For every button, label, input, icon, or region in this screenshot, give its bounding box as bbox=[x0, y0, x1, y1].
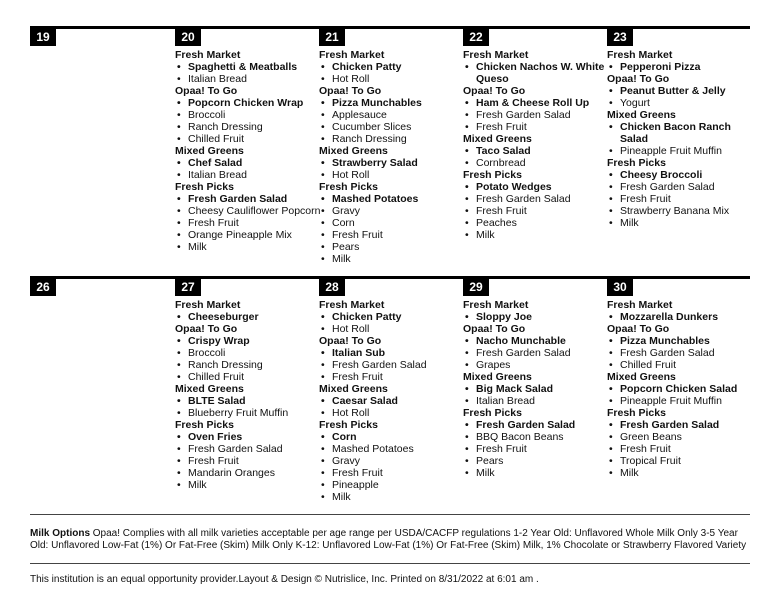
menu-item: • Milk bbox=[463, 229, 605, 241]
menu-station-heading: Fresh Market bbox=[175, 299, 241, 311]
menu-item: • Milk bbox=[607, 467, 749, 479]
menu-item: • Fresh Garden Salad bbox=[463, 193, 605, 205]
week-divider bbox=[30, 26, 750, 29]
menu-entree: • Corn bbox=[319, 431, 461, 443]
menu-item: • Cucumber Slices bbox=[319, 121, 461, 133]
menu-item: • Applesauce bbox=[319, 109, 461, 121]
day-menu bbox=[319, 49, 461, 265]
menu-item: • Mashed Potatoes bbox=[319, 443, 461, 455]
menu-item: • Pineapple Fruit Muffin bbox=[607, 395, 749, 407]
day-menu bbox=[319, 299, 461, 503]
menu-entree: • Oven Fries bbox=[175, 431, 317, 443]
menu-item: • Corn bbox=[319, 217, 461, 229]
menu-item: • Fresh Fruit bbox=[607, 193, 749, 205]
day-number: 29 bbox=[463, 279, 489, 296]
menu-station-heading: Fresh Market bbox=[319, 49, 385, 61]
menu-item: • Hot Roll bbox=[319, 73, 461, 85]
menu-station-heading: Opaa! To Go bbox=[319, 85, 382, 97]
menu-entree: • Caesar Salad bbox=[319, 395, 461, 407]
menu-item: • Tropical Fruit bbox=[607, 455, 749, 467]
day-menu bbox=[175, 49, 321, 253]
menu-entree: • BLTE Salad bbox=[175, 395, 317, 407]
menu-item: • Ranch Dressing bbox=[175, 121, 317, 133]
menu-item: • Grapes bbox=[463, 359, 605, 371]
menu-entree: • Chicken Bacon Ranch Salad bbox=[607, 121, 749, 145]
menu-entree: • Chef Salad bbox=[175, 157, 317, 169]
menu-item: • Milk bbox=[175, 479, 317, 491]
menu-item: • Hot Roll bbox=[319, 169, 461, 181]
menu-item: • Blueberry Fruit Muffin bbox=[175, 407, 317, 419]
menu-entree: • Pizza Munchables bbox=[607, 335, 749, 347]
divider bbox=[30, 563, 750, 564]
menu-item: • Fresh Garden Salad bbox=[175, 443, 317, 455]
menu-item: • Hot Roll bbox=[319, 407, 461, 419]
menu-station-heading: Mixed Greens bbox=[463, 371, 532, 383]
day-number: 19 bbox=[30, 29, 56, 46]
menu-entree: • Spaghetti & Meatballs bbox=[175, 61, 317, 73]
menu-entree: • Pizza Munchables bbox=[319, 97, 461, 109]
menu-item: • Broccoli bbox=[175, 347, 317, 359]
menu-entree: • Big Mack Salad bbox=[463, 383, 605, 395]
day-number: 20 bbox=[175, 29, 201, 46]
menu-item: • Italian Bread bbox=[175, 73, 317, 85]
milk-options-text: Opaa! Complies with all milk varieties acceptable per age range per USDA/CACFP regulations 1-2 Year Old: Unflavored Whole Milk Only 3-5 Year Old: Unflavored Low-Fat (1%) Or Fat-Free (Skim) Milk Only K-12: Unflavored Low-Fat (1%) Or Fat-Free (Skim) Milk, 1% Chocolate or Strawberry Flavored Variety bbox=[30, 528, 747, 551]
menu-station-heading: Mixed Greens bbox=[607, 371, 676, 383]
menu-item: • Milk bbox=[463, 467, 605, 479]
menu-item: • Cornbread bbox=[463, 157, 605, 169]
menu-station-heading: Mixed Greens bbox=[463, 133, 532, 145]
footer-text: This institution is an equal opportunity provider.Layout & Design © Nutrislice, Inc. Printed on 8/31/2022 at 6:01 am . bbox=[30, 574, 539, 585]
menu-item: • Milk bbox=[319, 253, 461, 265]
menu-item: • Fresh Garden Salad bbox=[607, 347, 749, 359]
menu-station-heading: Mixed Greens bbox=[175, 145, 244, 157]
menu-item: • Yogurt bbox=[607, 97, 749, 109]
menu-station-heading: Fresh Market bbox=[463, 49, 529, 61]
menu-station-heading: Opaa! To Go bbox=[175, 85, 238, 97]
menu-item: • Gravy bbox=[319, 455, 461, 467]
menu-entree: • Mozzarella Dunkers bbox=[607, 311, 749, 323]
milk-options-note bbox=[30, 528, 752, 552]
menu-item: • Green Beans bbox=[607, 431, 749, 443]
menu-entree: • Ham & Cheese Roll Up bbox=[463, 97, 605, 109]
menu-station-heading: Opaa! To Go bbox=[319, 335, 382, 347]
menu-station-heading: Opaa! To Go bbox=[607, 73, 670, 85]
menu-entree: • Fresh Garden Salad bbox=[463, 419, 605, 431]
menu-station-heading: Opaa! To Go bbox=[463, 323, 526, 335]
menu-item: • Chilled Fruit bbox=[175, 371, 317, 383]
menu-station-heading: Mixed Greens bbox=[607, 109, 676, 121]
menu-station-heading: Fresh Picks bbox=[175, 181, 234, 193]
menu-item: • Chilled Fruit bbox=[607, 359, 749, 371]
day-menu bbox=[463, 49, 605, 241]
menu-station-heading: Mixed Greens bbox=[319, 383, 388, 395]
menu-item: • Fresh Fruit bbox=[463, 205, 605, 217]
menu-station-heading: Fresh Picks bbox=[607, 157, 666, 169]
menu-entree: • Fresh Garden Salad bbox=[607, 419, 749, 431]
menu-item: • Fresh Fruit bbox=[319, 229, 461, 241]
menu-item: • Ranch Dressing bbox=[319, 133, 461, 145]
menu-item: • Fresh Fruit bbox=[175, 455, 317, 467]
menu-station-heading: Fresh Picks bbox=[319, 181, 378, 193]
menu-item: • Fresh Fruit bbox=[463, 121, 605, 133]
day-number: 21 bbox=[319, 29, 345, 46]
menu-station-heading: Fresh Market bbox=[463, 299, 529, 311]
menu-entree: • Italian Sub bbox=[319, 347, 461, 359]
menu-entree: • Crispy Wrap bbox=[175, 335, 317, 347]
menu-item: • Pears bbox=[319, 241, 461, 253]
day-number: 30 bbox=[607, 279, 633, 296]
menu-station-heading: Fresh Market bbox=[175, 49, 241, 61]
menu-entree: • Popcorn Chicken Wrap bbox=[175, 97, 317, 109]
menu-entree: • Cheeseburger bbox=[175, 311, 317, 323]
menu-entree: • Nacho Munchable bbox=[463, 335, 605, 347]
menu-item: • Milk bbox=[607, 217, 749, 229]
day-number: 26 bbox=[30, 279, 56, 296]
menu-station-heading: Fresh Picks bbox=[607, 407, 666, 419]
menu-station-heading: Opaa! To Go bbox=[175, 323, 238, 335]
menu-station-heading: Mixed Greens bbox=[175, 383, 244, 395]
menu-station-heading: Fresh Picks bbox=[463, 407, 522, 419]
day-number: 23 bbox=[607, 29, 633, 46]
menu-entree: • Cheesy Broccoli bbox=[607, 169, 749, 181]
menu-item: • Fresh Garden Salad bbox=[319, 359, 461, 371]
divider bbox=[30, 514, 750, 515]
day-number: 27 bbox=[175, 279, 201, 296]
menu-item: • Fresh Fruit bbox=[319, 371, 461, 383]
menu-item: • Strawberry Banana Mix bbox=[607, 205, 749, 217]
menu-station-heading: Fresh Picks bbox=[319, 419, 378, 431]
menu-entree: • Mashed Potatoes bbox=[319, 193, 461, 205]
day-menu bbox=[463, 299, 605, 479]
day-number: 22 bbox=[463, 29, 489, 46]
menu-item: • Pineapple Fruit Muffin bbox=[607, 145, 749, 157]
menu-station-heading: Fresh Market bbox=[607, 49, 673, 61]
menu-item: • Fresh Garden Salad bbox=[463, 347, 605, 359]
menu-item: • Chilled Fruit bbox=[175, 133, 317, 145]
menu-station-heading: Fresh Picks bbox=[175, 419, 234, 431]
milk-options-label: Milk Options bbox=[30, 528, 90, 539]
menu-item: • Mandarin Oranges bbox=[175, 467, 317, 479]
menu-entree: • Sloppy Joe bbox=[463, 311, 605, 323]
menu-item: • Fresh Fruit bbox=[319, 467, 461, 479]
menu-entree: • Popcorn Chicken Salad bbox=[607, 383, 749, 395]
menu-item: • BBQ Bacon Beans bbox=[463, 431, 605, 443]
menu-item: • Hot Roll bbox=[319, 323, 461, 335]
menu-item: • Ranch Dressing bbox=[175, 359, 317, 371]
menu-item: • Broccoli bbox=[175, 109, 317, 121]
menu-item: • Fresh Garden Salad bbox=[463, 109, 605, 121]
menu-item: • Peaches bbox=[463, 217, 605, 229]
menu-station-heading: Opaa! To Go bbox=[463, 85, 526, 97]
menu-entree: • Chicken Patty bbox=[319, 61, 461, 73]
menu-entree: • Chicken Nachos W. White Queso bbox=[463, 61, 605, 85]
menu-entree: • Potato Wedges bbox=[463, 181, 605, 193]
menu-station-heading: Opaa! To Go bbox=[607, 323, 670, 335]
menu-item: • Italian Bread bbox=[175, 169, 317, 181]
day-menu bbox=[607, 299, 749, 479]
menu-entree: • Pepperoni Pizza bbox=[607, 61, 749, 73]
menu-station-heading: Fresh Market bbox=[319, 299, 385, 311]
menu-entree: • Peanut Butter & Jelly bbox=[607, 85, 749, 97]
menu-entree: • Strawberry Salad bbox=[319, 157, 461, 169]
menu-item: • Milk bbox=[319, 491, 461, 503]
menu-item: • Fresh Fruit bbox=[175, 217, 317, 229]
menu-entree: • Fresh Garden Salad bbox=[175, 193, 317, 205]
day-menu bbox=[607, 49, 749, 229]
menu-station-heading: Fresh Picks bbox=[463, 169, 522, 181]
menu-item: • Fresh Fruit bbox=[463, 443, 605, 455]
menu-item: • Pears bbox=[463, 455, 605, 467]
week-divider bbox=[30, 276, 750, 279]
menu-station-heading: Mixed Greens bbox=[319, 145, 388, 157]
menu-station-heading: Fresh Market bbox=[607, 299, 673, 311]
menu-item: • Fresh Fruit bbox=[607, 443, 749, 455]
menu-item: • Italian Bread bbox=[463, 395, 605, 407]
menu-item: • Gravy bbox=[319, 205, 461, 217]
menu-entree: • Chicken Patty bbox=[319, 311, 461, 323]
day-number: 28 bbox=[319, 279, 345, 296]
menu-item: • Fresh Garden Salad bbox=[607, 181, 749, 193]
day-menu bbox=[175, 299, 317, 491]
menu-item: • Milk bbox=[175, 241, 317, 253]
menu-item: • Cheesy Cauliflower Popcorn bbox=[175, 205, 317, 217]
menu-item: • Pineapple bbox=[319, 479, 461, 491]
menu-entree: • Taco Salad bbox=[463, 145, 605, 157]
menu-item: • Orange Pineapple Mix bbox=[175, 229, 317, 241]
